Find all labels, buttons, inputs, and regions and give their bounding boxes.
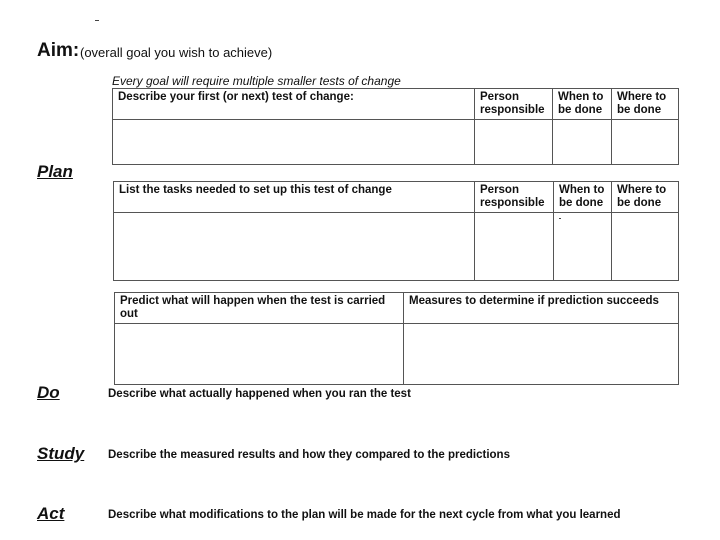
do-instruction: Describe what actually happened when you ran the test xyxy=(108,388,411,400)
study-label: Study xyxy=(37,444,85,463)
where-input[interactable] xyxy=(612,120,679,165)
measures-header: Measures to determine if prediction succeeds xyxy=(404,293,679,324)
plan-label: Plan xyxy=(37,162,73,181)
test-of-change-header: Describe your first (or next) test of change: xyxy=(113,89,475,120)
tasks-where-header: Where to be done xyxy=(612,182,679,213)
aim-description: (overall goal you wish to achieve) xyxy=(80,45,273,60)
tasks-input[interactable] xyxy=(114,213,475,281)
stray-mark xyxy=(95,20,99,21)
act-instruction: Describe what modifications to the plan will be made for the next cycle from what you learned xyxy=(108,509,621,521)
tasks-header: List the tasks needed to set up this test of change xyxy=(114,182,475,213)
stray-mark xyxy=(559,218,561,219)
tasks-when-input[interactable] xyxy=(554,213,612,281)
prediction-header: Predict what will happen when the test is carried out xyxy=(115,293,404,324)
when-input[interactable] xyxy=(553,120,612,165)
where-header: Where to be done xyxy=(612,89,679,120)
prediction-input[interactable] xyxy=(115,324,404,385)
study-instruction: Describe the measured results and how they compared to the predictions xyxy=(108,449,510,461)
do-label: Do xyxy=(37,383,60,402)
prediction-table xyxy=(114,292,679,385)
when-header: When to be done xyxy=(553,89,612,120)
goal-note: Every goal will require multiple smaller tests of change xyxy=(112,74,401,88)
test-of-change-input[interactable] xyxy=(113,120,475,165)
test-of-change-table xyxy=(112,88,679,165)
tasks-table xyxy=(113,181,679,281)
person-responsible-header: Person responsible xyxy=(475,89,553,120)
act-label: Act xyxy=(37,504,65,523)
measures-input[interactable] xyxy=(404,324,679,385)
tasks-where-input[interactable] xyxy=(612,213,679,281)
aim-label: Aim: xyxy=(37,40,80,61)
tasks-person-input[interactable] xyxy=(475,213,554,281)
tasks-when-header: When to be done xyxy=(554,182,612,213)
tasks-person-header: Person responsible xyxy=(475,182,554,213)
person-responsible-input[interactable] xyxy=(475,120,553,165)
